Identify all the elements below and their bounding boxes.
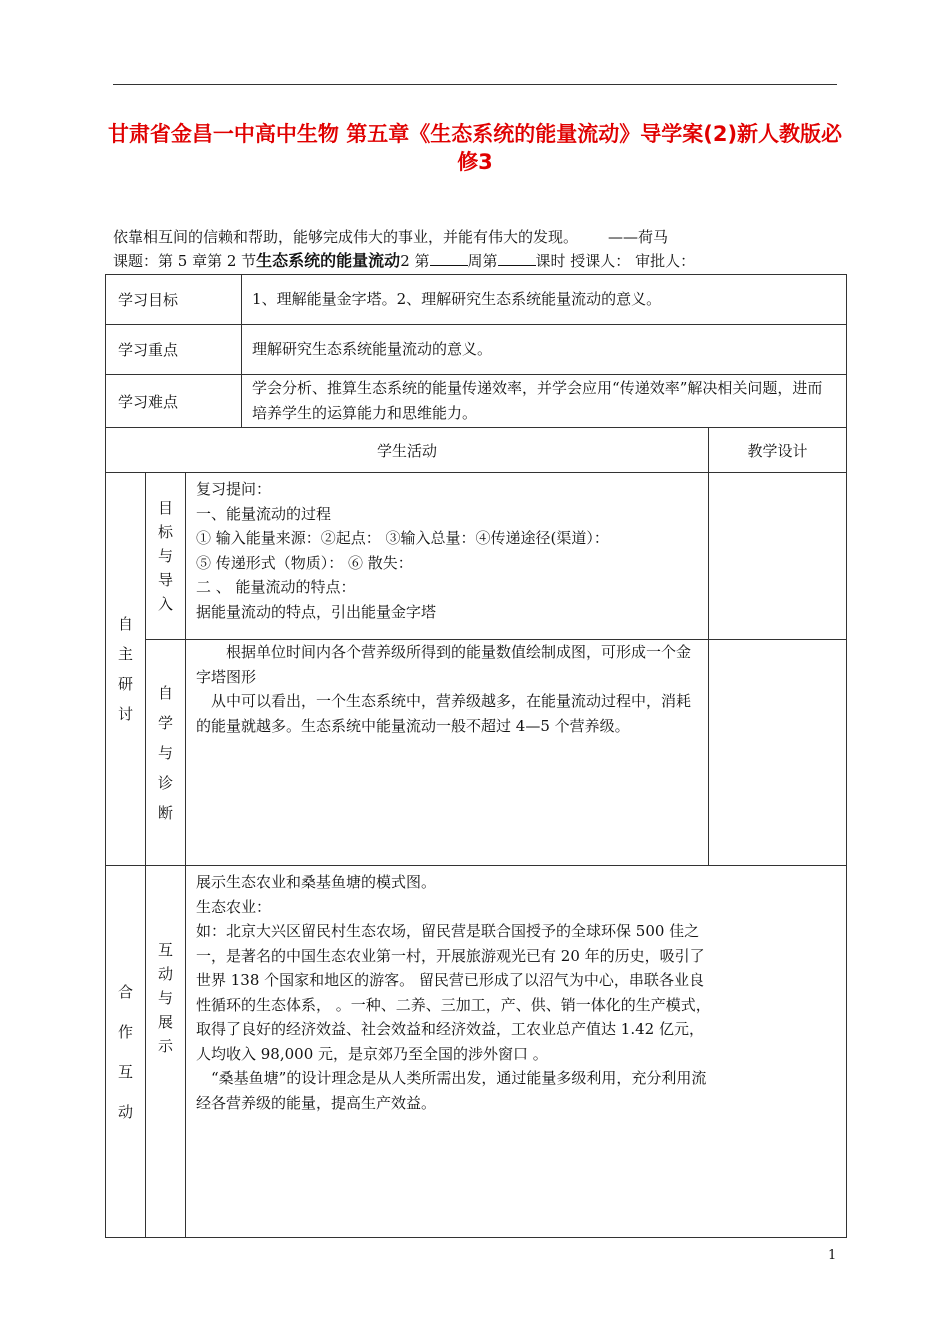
label-char: 动 [117,1102,133,1121]
content-line: 生态农业： [196,897,272,916]
course-approver: 审批人： [635,252,696,270]
content-paragraph: 根据单位时间内各个营养级所得到的能量数值绘制成图，可形成一个金字塔图形 [196,643,692,686]
content-paragraph: 从中可以看出，一个生态系统中，营养级越多，在能量流动过程中，消耗的能量就越多。生态系统中能量流动一般不超过 4—5 个营养级。 [196,692,692,735]
content-line: ⑤ 传递形式（物质）： ⑥ 散失： [196,553,413,572]
page-number: 1 [828,1248,837,1263]
label-char: 诊 [157,773,173,792]
label-char: 主 [117,645,133,663]
student-activity-header: 学生活动 [106,428,709,473]
goal-intro-content [186,473,709,640]
interaction-content [186,866,847,1238]
label-char: 自 [117,615,133,633]
self-study-content [186,640,709,866]
objectives-label: 学习目标 [106,275,242,325]
label-char: 作 [117,1022,133,1041]
course-period: 课时 授课人： [535,252,631,270]
objectives-value: 1、理解能量金字塔。2、理解研究生态系统能量流动的意义。 [242,275,847,325]
label-char: 讨 [117,705,133,723]
motto [113,226,668,247]
label-char: 导 [157,571,173,589]
self-study-label [106,473,146,866]
teaching-design-cell [709,473,847,640]
week-blank [430,251,468,266]
label-char: 标 [157,523,173,541]
label-char: 与 [157,743,173,762]
period-blank [498,251,536,266]
course-topic: 生态系统的能量流动 [256,251,401,270]
label-char: 展 [157,1013,173,1031]
cooperation-label [106,866,146,1238]
difficulty-label: 学习难点 [106,375,242,428]
document-title: 甘肃省金昌一中高中生物 第五章《生态系统的能量流动》导学案(2)新人教版必修3 [107,122,843,174]
course-prefix: 课题：第 5 章第 2 节 [113,252,257,270]
content-line: 一、能量流动的过程 [196,504,332,523]
content-line: ① 输入能量来源：②起点： ③输入总量：④传递途径(渠道）： [196,529,609,547]
label-char: 入 [157,595,173,613]
interaction-label [146,866,186,1238]
label-char: 互 [157,941,173,959]
top-rule [113,84,837,85]
content-line: 据能量流动的特点，引出能量金字塔 [196,602,437,621]
teaching-design-cell [709,640,847,866]
label-char: 断 [157,803,173,822]
label-char: 动 [157,965,173,983]
goal-intro-label [146,473,186,640]
label-char: 与 [157,547,173,565]
self-study-diagnosis-label [146,640,186,866]
course-line [113,248,695,271]
content-line: 二 、 能量流动的特点： [196,578,356,596]
focus-row [106,325,847,375]
label-char: 合 [117,982,133,1001]
focus-label: 学习重点 [106,325,242,375]
activity-header-row [106,428,847,473]
course-mid: 2 第 [400,252,430,270]
self-study-row-1 [106,473,847,640]
label-char: 互 [117,1062,133,1081]
label-char: 研 [117,675,133,693]
label-char: 与 [157,989,173,1007]
difficulty-value: 学会分析、推算生态系统的能量传递效率，并学会应用“传递效率”解决相关问题，进而培养学生的运算能力和思维能力。 [242,375,847,428]
motto-text: 依靠相互间的信赖和帮助，能够完成伟大的事业，并能有伟大的发现。 [113,228,579,246]
label-char: 学 [157,713,173,732]
content-line: 复习提问： [196,480,272,498]
course-week: 周第 [467,252,498,270]
label-char: 示 [157,1037,173,1055]
motto-author: ——荷马 [608,228,669,246]
example-paragraph: 如：北京大兴区留民村生态农场，留民营是联合国授予的全球环保 500 佳之一，是著名的中国生态农业第一村，开展旅游观光已有 20 年的历史，吸引了世界 138 个国家和地区的游客。 留民营已形成了以沼气为中心，串联各业良性循环的生态体系， 。一种、二养、三加工，产、供、销一体化的生产模式，取得了良好的经济效益、社会效益和经济效益，工农业总产值达 1.42 亿元，人均收入 98,000 元，是京郊乃至全国的涉外窗口 。 [196,922,711,1063]
focus-value: 理解研究生态系统能量流动的意义。 [242,325,847,375]
label-char: 自 [157,683,173,702]
self-study-row-2 [106,640,847,866]
cooperation-row [106,866,847,1238]
content-line: 展示生态农业和桑基鱼塘的模式图。 [196,873,437,891]
closing-paragraph: “桑基鱼塘”的设计理念是从人类所需出发，通过能量多级利用，充分利用流经各营养级的能量，提高生产效益。 [196,1069,707,1112]
label-char: 目 [157,499,173,517]
teaching-design-header: 教学设计 [709,428,847,473]
difficulty-row [106,375,847,428]
objectives-row [106,275,847,325]
study-plan-table [105,274,847,1238]
